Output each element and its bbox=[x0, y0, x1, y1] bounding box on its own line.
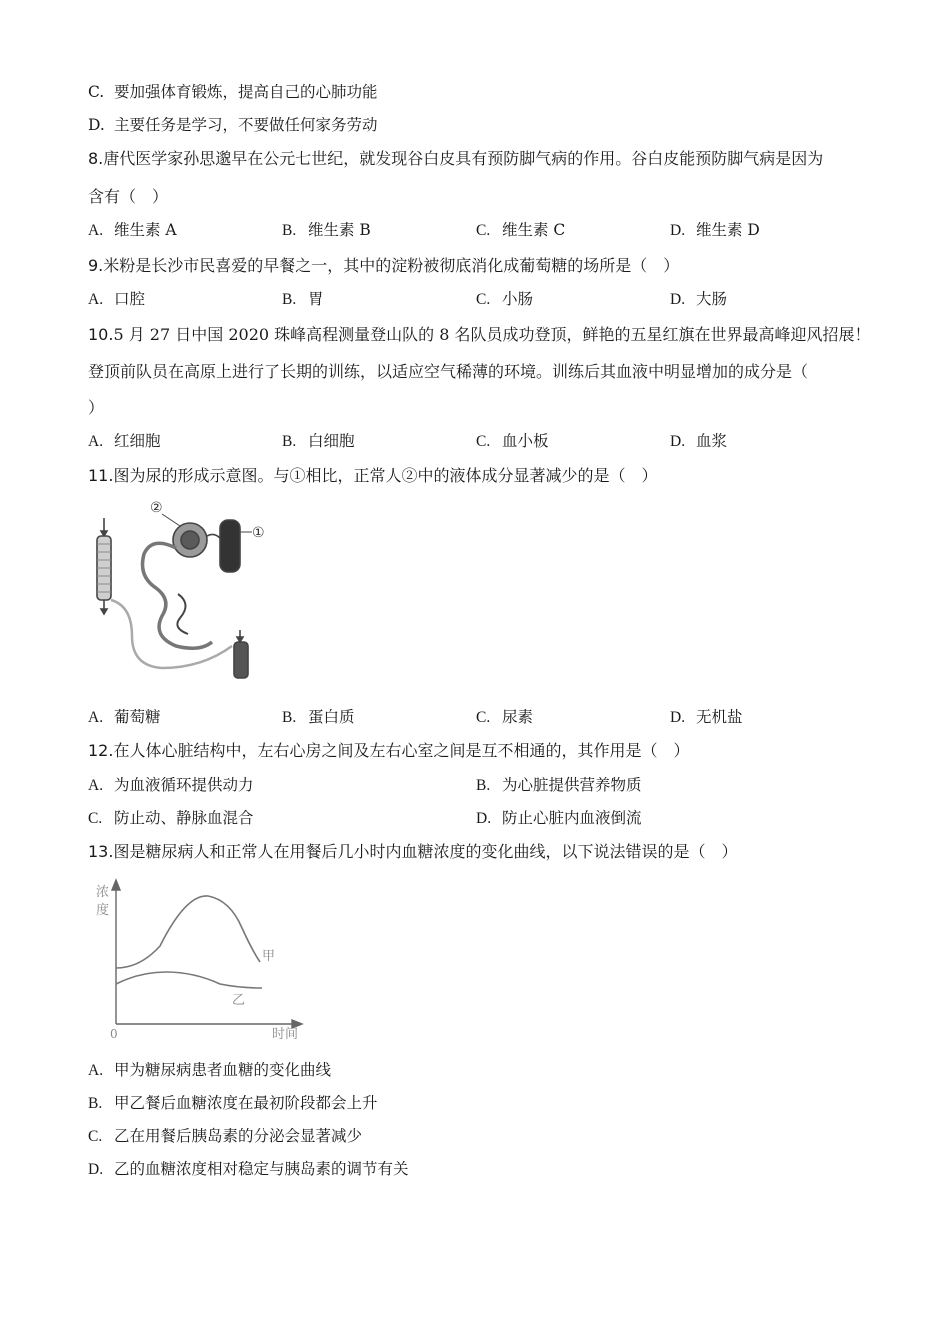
blood-sugar-chart bbox=[90, 876, 310, 1042]
right-vessel bbox=[234, 642, 248, 678]
q10-stem-text3: ） bbox=[88, 398, 105, 417]
q11-option-b: B. 蛋白质 bbox=[282, 708, 355, 726]
x-label: 时间 bbox=[272, 1027, 299, 1042]
curve-yi-label: 乙 bbox=[232, 993, 246, 1008]
q8-option-c: C. 维生素 C bbox=[476, 221, 566, 239]
q9-option-c: C. 小肠 bbox=[476, 290, 534, 308]
q10-option-a: A. 红细胞 bbox=[88, 432, 161, 450]
q12-number: 12. bbox=[88, 741, 114, 760]
y-label-1: 浓 bbox=[96, 885, 110, 900]
curve-yi bbox=[116, 972, 262, 988]
q12-option-a: A. 为血液循环提供动力 bbox=[88, 776, 254, 794]
label-1: ① bbox=[252, 525, 265, 541]
q7-option-d-text: 主要任务是学习，不要做任何家务劳动 bbox=[114, 116, 378, 134]
q8-stem-line2 bbox=[88, 184, 168, 207]
q7-option-c: C. 要加强体育锻炼，提高自己的心肺功能 bbox=[88, 83, 378, 101]
renal-tubule bbox=[143, 543, 213, 648]
q8-option-b: B. 维生素 B bbox=[282, 221, 371, 239]
y-axis-arrow-icon bbox=[112, 880, 120, 890]
nephron-diagram bbox=[92, 496, 278, 682]
q9-option-b: B. 胃 bbox=[282, 290, 324, 308]
collecting-duct bbox=[111, 600, 232, 668]
q12-option-c: C. 防止动、静脉血混合 bbox=[88, 809, 254, 827]
q9-option-a: A. 口腔 bbox=[88, 290, 146, 308]
q13-stem-text: 图是糖尿病人和正常人在用餐后几小时内血糖浓度的变化曲线，以下说法错误的是（ ） bbox=[113, 842, 738, 861]
arrow-down-icon bbox=[101, 609, 107, 614]
curve-jia-label: 甲 bbox=[262, 949, 276, 964]
q7-option-c-text: 要加强体育锻炼，提高自己的心肺功能 bbox=[114, 83, 378, 101]
q8-stem-line1 bbox=[88, 146, 823, 169]
blood-vessel bbox=[220, 520, 240, 572]
q10-stem-line2 bbox=[88, 359, 808, 382]
q11-option-d: D. 无机盐 bbox=[670, 708, 743, 726]
q10-option-c: C. 血小板 bbox=[476, 432, 549, 450]
q8-option-a: A. 维生素 A bbox=[88, 221, 177, 239]
q10-stem-text2: 登顶前队员在高原上进行了长期的训练，以适应空气稀薄的环境。训练后其血液中明显增加的成分是（ bbox=[88, 362, 809, 381]
q7-option-d: D. 主要任务是学习，不要做任何家务劳动 bbox=[88, 116, 378, 134]
q8-stem-text2: 含有（ ） bbox=[88, 187, 169, 206]
q12-option-d: D. 防止心脏内血液倒流 bbox=[476, 809, 642, 827]
q8-option-d: D. 维生素 D bbox=[670, 221, 760, 239]
q11-stem-text: 图为尿的形成示意图。与①相比，正常人②中的液体成分显著减少的是（ ） bbox=[113, 466, 658, 485]
q13-number: 13. bbox=[88, 842, 114, 861]
q9-stem-text: 米粉是长沙市民喜爱的早餐之一，其中的淀粉被彻底消化成葡萄糖的场所是（ ） bbox=[103, 256, 680, 275]
q13-option-d: D. 乙的血糖浓度相对稳定与胰岛素的调节有关 bbox=[88, 1160, 409, 1178]
q11-option-a: A. 葡萄糖 bbox=[88, 708, 161, 726]
q10-stem-text1: 5 月 27 日中国 2020 珠峰高程测量登山队的 8 名队员成功登顶，鲜艳的五星红旗在世界最高峰迎风招展！ bbox=[113, 325, 871, 344]
q11-stem bbox=[88, 463, 657, 486]
q11-number: 11. bbox=[88, 466, 114, 485]
q9-stem bbox=[88, 253, 679, 276]
curve-jia bbox=[116, 896, 260, 968]
q13-option-c: C. 乙在用餐后胰岛素的分泌会显著减少 bbox=[88, 1127, 363, 1145]
q8-number: 8. bbox=[88, 149, 104, 168]
q8-stem-text1: 唐代医学家孙思邈早在公元七世纪，就发现谷白皮具有预防脚气病的作用。谷白皮能预防脚气病是因为 bbox=[103, 149, 824, 168]
q10-stem-line1 bbox=[88, 322, 871, 345]
q10-option-b: B. 白细胞 bbox=[282, 432, 355, 450]
q12-stem-text: 在人体心脏结构中，左右心房之间及左右心室之间是互不相通的，其作用是（ ） bbox=[113, 741, 690, 760]
q12-option-b: B. 为心脏提供营养物质 bbox=[476, 776, 642, 794]
q10-stem-line3 bbox=[88, 395, 104, 418]
q10-number: 10. bbox=[88, 325, 114, 344]
label-line-2 bbox=[162, 514, 180, 526]
q13-option-b: B. 甲乙餐后血糖浓度在最初阶段都会上升 bbox=[88, 1094, 378, 1112]
q12-stem bbox=[88, 738, 689, 761]
q13-option-a: A. 甲为糖尿病患者血糖的变化曲线 bbox=[88, 1061, 332, 1079]
loop-of-henle bbox=[177, 594, 188, 634]
y-label-2: 度 bbox=[96, 903, 110, 918]
q9-option-d: D. 大肠 bbox=[670, 290, 728, 308]
q13-stem bbox=[88, 839, 737, 862]
label-2: ② bbox=[150, 500, 163, 516]
q10-option-d: D. 血浆 bbox=[670, 432, 728, 450]
q9-number: 9. bbox=[88, 256, 104, 275]
afferent-arteriole bbox=[207, 534, 220, 538]
q11-option-c: C. 尿素 bbox=[476, 708, 534, 726]
origin-label: 0 bbox=[110, 1027, 118, 1041]
